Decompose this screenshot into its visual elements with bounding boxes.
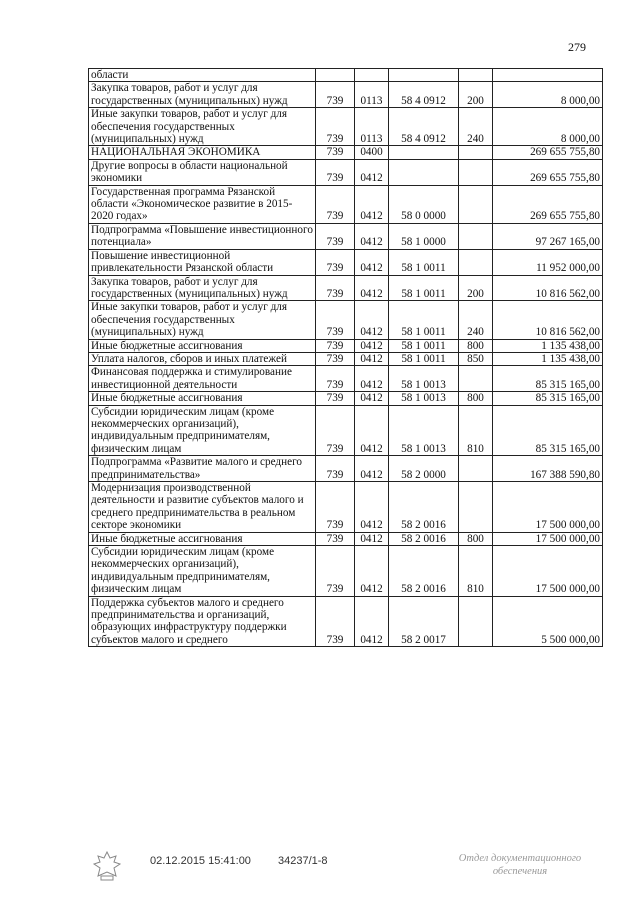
row-amount-cell: 8 000,00 [493,108,603,146]
row-target-code-cell: 58 2 0000 [389,456,459,482]
row-name-cell: области [89,69,316,82]
table-row [89,108,603,146]
row-target-code-cell [389,159,459,185]
row-amount-cell: 17 500 000,00 [493,532,603,545]
row-name-cell: Повышение инвестиционной привлекательности Рязанской области [89,249,316,275]
row-name-cell: Субсидии юридическим лицам (кроме некоммерческих организаций), индивидуальным предпринимателям, физическим лицам [89,546,316,597]
row-target-code-cell: 58 0 0000 [389,185,459,223]
row-expense-type-cell [459,223,493,249]
row-amount-cell: 97 267 165,00 [493,223,603,249]
table-row [89,366,603,392]
row-amount-cell: 5 500 000,00 [493,596,603,647]
row-target-code-cell: 58 4 0912 [389,108,459,146]
row-name-cell: Иные закупки товаров, работ и услуг для обеспечения государственных (муниципальных) нужд [89,108,316,146]
row-amount-cell: 269 655 755,80 [493,159,603,185]
table-row [89,596,603,647]
row-amount-cell: 269 655 755,80 [493,185,603,223]
row-target-code-cell: 58 4 0912 [389,82,459,108]
row-name-cell: Подпрограмма «Развитие малого и среднего предпринимательства» [89,456,316,482]
row-ved-cell: 739 [316,223,355,249]
row-name-cell: Закупка товаров, работ и услуг для государственных (муниципальных) нужд [89,275,316,301]
row-name-cell: Поддержка субъектов малого и среднего предпринимательства и организаций, образующих инфраструктуру поддержки субъектов малого и среднего [89,596,316,647]
footer-datetime: 02.12.2015 15:41:00 [150,855,251,867]
row-ved-cell: 739 [316,532,355,545]
row-ved-cell: 739 [316,546,355,597]
table-row [89,456,603,482]
stamp-line-2: обеспечения [492,866,548,877]
row-name-cell: Финансовая поддержка и стимулирование инвестиционной деятельности [89,366,316,392]
row-expense-type-cell [459,456,493,482]
table-row [89,301,603,339]
row-target-code-cell: 58 1 0011 [389,301,459,339]
table-row [89,392,603,405]
table-row [89,249,603,275]
row-ved-cell: 739 [316,249,355,275]
row-section-cell: 0412 [355,392,389,405]
footer-doc-number: 34237/1-8 [278,855,328,867]
row-ved-cell [316,69,355,82]
row-ved-cell: 739 [316,275,355,301]
row-amount-cell: 1 135 438,00 [493,352,603,365]
row-section-cell: 0113 [355,108,389,146]
row-amount-cell: 85 315 165,00 [493,392,603,405]
row-target-code-cell: 58 1 0011 [389,249,459,275]
row-expense-type-cell: 810 [459,546,493,597]
row-expense-type-cell [459,596,493,647]
row-ved-cell: 739 [316,456,355,482]
row-name-cell: Иные закупки товаров, работ и услуг для обеспечения государственных (муниципальных) нужд [89,301,316,339]
row-section-cell: 0412 [355,456,389,482]
row-section-cell: 0113 [355,82,389,108]
row-name-cell: НАЦИОНАЛЬНАЯ ЭКОНОМИКА [89,146,316,159]
table-row [89,82,603,108]
row-target-code-cell: 58 2 0017 [389,596,459,647]
table-row [89,482,603,533]
row-amount-cell: 8 000,00 [493,82,603,108]
row-target-code-cell: 58 2 0016 [389,482,459,533]
row-target-code-cell: 58 1 0011 [389,275,459,301]
table-row [89,339,603,352]
department-stamp [445,852,595,878]
row-amount-cell: 85 315 165,00 [493,366,603,392]
table-row [89,532,603,545]
table-row [89,69,603,82]
row-target-code-cell: 58 1 0011 [389,352,459,365]
row-target-code-cell: 58 2 0016 [389,546,459,597]
row-amount-cell: 1 135 438,00 [493,339,603,352]
row-name-cell: Иные бюджетные ассигнования [89,392,316,405]
row-ved-cell: 739 [316,366,355,392]
row-amount-cell: 10 816 562,00 [493,275,603,301]
row-expense-type-cell: 800 [459,532,493,545]
table-row [89,275,603,301]
table-row [89,546,603,597]
row-name-cell: Подпрограмма «Повышение инвестиционного потенциала» [89,223,316,249]
row-expense-type-cell [459,146,493,159]
row-section-cell: 0412 [355,223,389,249]
table-row [89,159,603,185]
row-section-cell: 0412 [355,301,389,339]
coat-of-arms-logo [92,850,122,882]
table-row [89,405,603,456]
budget-table [88,68,603,647]
row-target-code-cell: 58 1 0013 [389,392,459,405]
row-ved-cell: 739 [316,108,355,146]
row-name-cell: Модернизация производственной деятельности и развитие субъектов малого и среднего предпринимательства в реальном секторе экономики [89,482,316,533]
row-expense-type-cell [459,366,493,392]
row-name-cell: Иные бюджетные ассигнования [89,339,316,352]
row-section-cell: 0412 [355,366,389,392]
row-section-cell [355,69,389,82]
row-expense-type-cell: 240 [459,108,493,146]
row-expense-type-cell: 200 [459,275,493,301]
row-ved-cell: 739 [316,405,355,456]
row-name-cell: Другие вопросы в области национальной экономики [89,159,316,185]
row-ved-cell: 739 [316,596,355,647]
row-expense-type-cell [459,159,493,185]
row-section-cell: 0412 [355,185,389,223]
row-expense-type-cell [459,249,493,275]
row-expense-type-cell: 200 [459,82,493,108]
row-section-cell: 0400 [355,146,389,159]
page-number: 279 [568,40,586,54]
table-row [89,185,603,223]
row-name-cell: Закупка товаров, работ и услуг для государственных (муниципальных) нужд [89,82,316,108]
row-amount-cell: 17 500 000,00 [493,546,603,597]
row-ved-cell: 739 [316,82,355,108]
row-target-code-cell [389,69,459,82]
row-section-cell: 0412 [355,532,389,545]
row-ved-cell: 739 [316,352,355,365]
row-amount-cell: 167 388 590,80 [493,456,603,482]
row-name-cell: Уплата налогов, сборов и иных платежей [89,352,316,365]
row-section-cell: 0412 [355,546,389,597]
row-ved-cell: 739 [316,392,355,405]
row-section-cell: 0412 [355,339,389,352]
row-target-code-cell: 58 1 0011 [389,339,459,352]
row-ved-cell: 739 [316,339,355,352]
row-target-code-cell [389,146,459,159]
row-ved-cell: 739 [316,301,355,339]
row-expense-type-cell [459,69,493,82]
row-amount-cell: 17 500 000,00 [493,482,603,533]
row-expense-type-cell: 800 [459,392,493,405]
row-name-cell: Государственная программа Рязанской области «Экономическое развитие в 2015-2020 годах» [89,185,316,223]
table-row [89,146,603,159]
row-expense-type-cell: 850 [459,352,493,365]
row-section-cell: 0412 [355,159,389,185]
row-section-cell: 0412 [355,405,389,456]
table-row [89,352,603,365]
table-row [89,223,603,249]
row-ved-cell: 739 [316,159,355,185]
row-ved-cell: 739 [316,146,355,159]
row-expense-type-cell: 240 [459,301,493,339]
row-name-cell: Иные бюджетные ассигнования [89,532,316,545]
row-section-cell: 0412 [355,482,389,533]
row-name-cell: Субсидии юридическим лицам (кроме некоммерческих организаций), индивидуальным предпринимателям, физическим лицам [89,405,316,456]
budget-table-body [89,69,603,647]
row-expense-type-cell [459,185,493,223]
row-section-cell: 0412 [355,275,389,301]
row-target-code-cell: 58 2 0016 [389,532,459,545]
row-ved-cell: 739 [316,482,355,533]
row-target-code-cell: 58 1 0000 [389,223,459,249]
row-expense-type-cell: 810 [459,405,493,456]
row-amount-cell: 269 655 755,80 [493,146,603,159]
row-amount-cell: 85 315 165,00 [493,405,603,456]
row-section-cell: 0412 [355,352,389,365]
row-amount-cell: 10 816 562,00 [493,301,603,339]
row-section-cell: 0412 [355,596,389,647]
row-target-code-cell: 58 1 0013 [389,405,459,456]
row-expense-type-cell [459,482,493,533]
row-section-cell: 0412 [355,249,389,275]
row-ved-cell: 739 [316,185,355,223]
row-amount-cell: 11 952 000,00 [493,249,603,275]
row-amount-cell [493,69,603,82]
stamp-line-1: Отдел документационного [458,853,582,864]
row-target-code-cell: 58 1 0013 [389,366,459,392]
row-expense-type-cell: 800 [459,339,493,352]
